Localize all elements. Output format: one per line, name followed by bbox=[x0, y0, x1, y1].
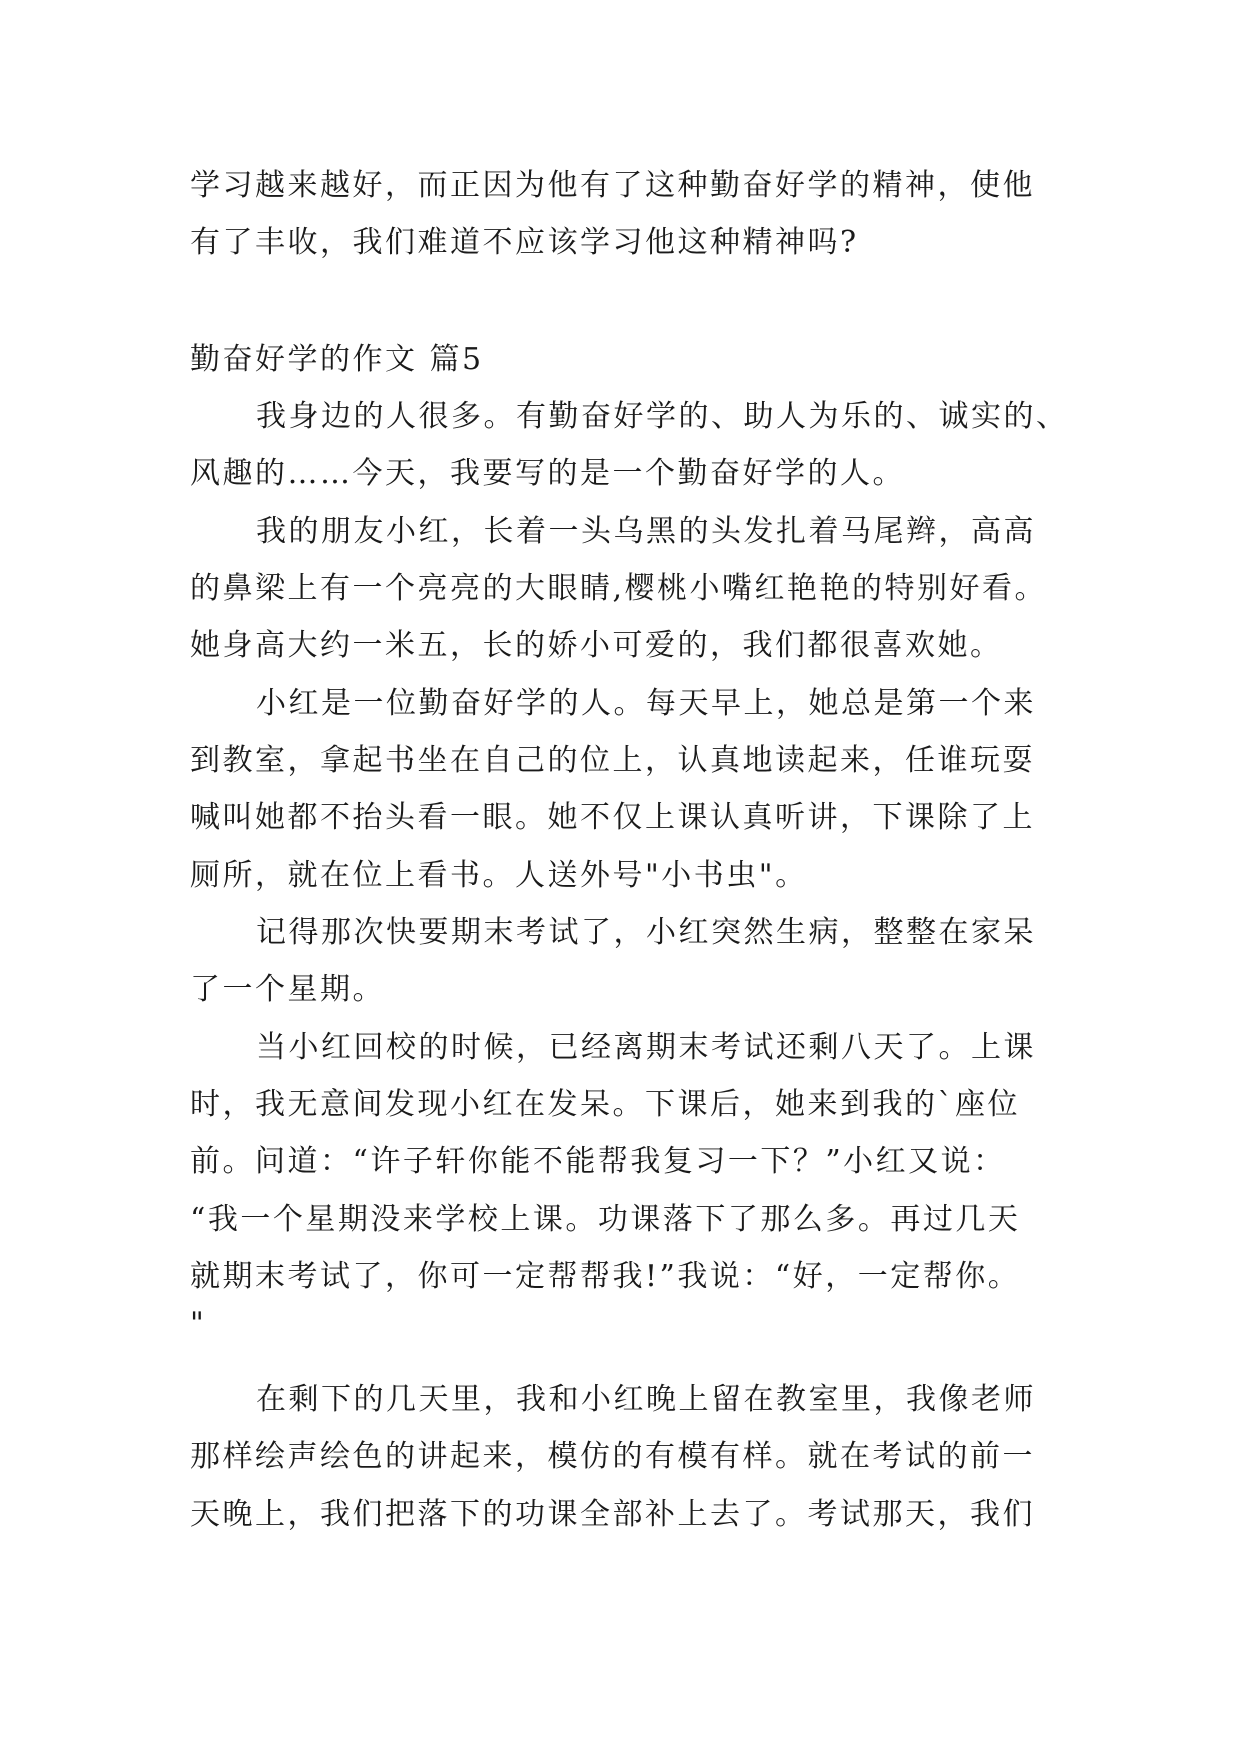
intro-line: 学习越来越好，而正因为他有了这种勤奋好学的精神，使他 bbox=[190, 168, 1035, 203]
paragraph-line: 了一个星期。 bbox=[190, 972, 385, 1007]
paragraph-line: 她身高大约一米五，长的娇小可爱的，我们都很喜欢她。 bbox=[190, 628, 1003, 663]
section-heading: 勤奋好学的作文 篇5 bbox=[190, 342, 484, 377]
paragraph-line: 小红是一位勤奋好学的人。每天早上，她总是第一个来 bbox=[256, 686, 1036, 721]
paragraph-line: 我身边的人很多。有勤奋好学的、助人为乐的、诚实的、 bbox=[256, 399, 1069, 434]
paragraph-line: 当小红回校的时候，已经离期末考试还剩八天了。上课 bbox=[256, 1030, 1036, 1065]
paragraph-line: 在剩下的几天里，我和小红晚上留在教室里，我像老师 bbox=[256, 1382, 1036, 1417]
paragraph-line: 我的朋友小红，长着一头乌黑的头发扎着马尾辫，高高 bbox=[256, 514, 1036, 549]
paragraph-line: 到教室，拿起书坐在自己的位上，认真地读起来，任谁玩耍 bbox=[190, 743, 1035, 778]
paragraph-line: 天晚上，我们把落下的功课全部补上去了。考试那天，我们 bbox=[190, 1497, 1035, 1532]
paragraph-line: 喊叫她都不抬头看一眼。她不仅上课认真听讲，下课除了上 bbox=[190, 800, 1035, 835]
paragraph-line: 厕所，就在位上看书。人送外号"小书虫"。 bbox=[190, 858, 808, 893]
paragraph-line: 就期末考试了，你可一定帮帮我!”我说：“好，一定帮你。 bbox=[190, 1259, 1021, 1294]
paragraph-line: 记得那次快要期末考试了，小红突然生病，整整在家呆 bbox=[256, 915, 1036, 950]
intro-line: 有了丰收，我们难道不应该学习他这种精神吗? bbox=[190, 225, 859, 260]
paragraph-line: " bbox=[190, 1306, 207, 1341]
paragraph-line: 那样绘声绘色的讲起来，模仿的有模有样。就在考试的前一 bbox=[190, 1439, 1035, 1474]
paragraph-line: 的鼻梁上有一个亮亮的大眼睛,樱桃小嘴红艳艳的特别好看。 bbox=[190, 571, 1048, 606]
paragraph-line: 风趣的……今天，我要写的是一个勤奋好学的人。 bbox=[190, 456, 905, 491]
paragraph-line: 时，我无意间发现小红在发呆。下课后，她来到我的`座位 bbox=[190, 1087, 1020, 1122]
paragraph-line: 前。问道：“许子轩你能不能帮我复习一下？”小红又说： bbox=[190, 1144, 1006, 1179]
paragraph-line: “我一个星期没来学校上课。功课落下了那么多。再过几天 bbox=[190, 1202, 1021, 1237]
